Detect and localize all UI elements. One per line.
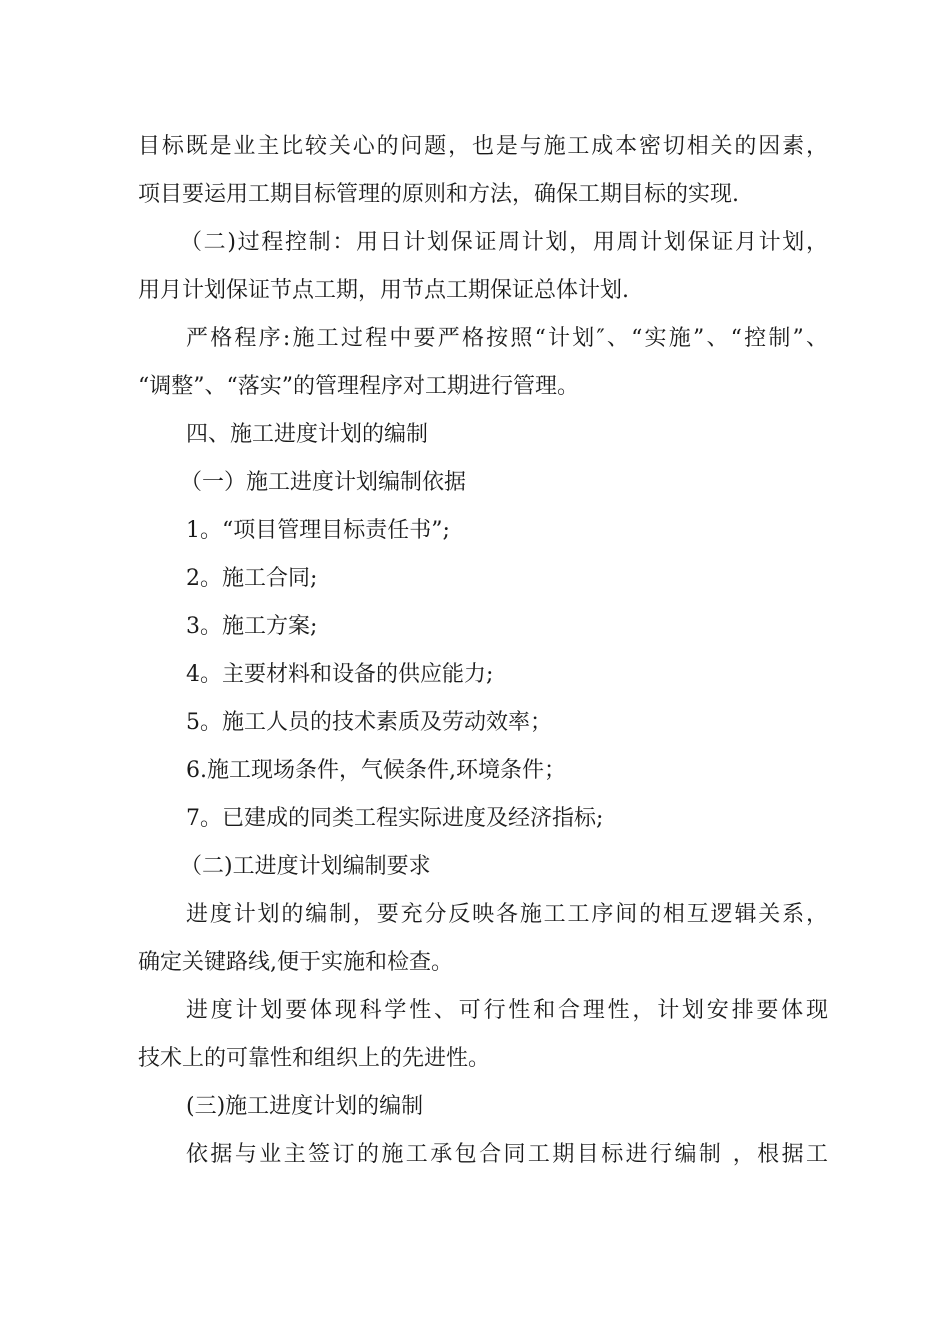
subsection-heading: (三)施工进度计划的编制 bbox=[186, 1094, 424, 1119]
text-line: 项目要运用工期目标管理的原则和方法，确保工期目标的实现. bbox=[138, 182, 739, 207]
text-line: 用月计划保证节点工期，用节点工期保证总体计划. bbox=[138, 278, 629, 303]
text-line: （二)过程控制：用日计划保证周计划，用周计划保证月计划， bbox=[180, 230, 828, 255]
subsection-heading: （二)工进度计划编制要求 bbox=[180, 854, 431, 879]
list-item: 4。主要材料和设备的供应能力; bbox=[186, 662, 494, 687]
text-line: “调整”、“落实”的管理程序对工期进行管理。 bbox=[138, 374, 579, 399]
text-line: 进度计划的编制，要充分反映各施工工序间的相互逻辑关系， bbox=[186, 902, 828, 927]
text-line: 严格程序:施工过程中要严格按照“计划″、“实施”、“控制”、 bbox=[186, 326, 828, 351]
list-item: 6.施工现场条件，气候条件,环境条件； bbox=[186, 758, 566, 783]
text-line: 确定关键路线,便于实施和检查。 bbox=[138, 950, 453, 975]
text-line: 目标既是业主比较关心的问题，也是与施工成本密切相关的因素， bbox=[138, 134, 828, 159]
list-item: 3。施工方案; bbox=[186, 614, 318, 639]
list-item: 5。施工人员的技术素质及劳动效率； bbox=[186, 710, 552, 735]
list-item: 7。已建成的同类工程实际进度及经济指标; bbox=[186, 806, 604, 831]
list-item: 1。“项目管理目标责任书”; bbox=[186, 518, 450, 543]
text-line: 依据与业主签订的施工承包合同工期目标进行编制 ，根据工 bbox=[186, 1142, 828, 1167]
text-line: 技术上的可靠性和组织上的先进性。 bbox=[138, 1046, 491, 1071]
list-item: 2。施工合同; bbox=[186, 566, 318, 591]
subsection-heading: （一）施工进度计划编制依据 bbox=[180, 470, 467, 495]
section-heading: 四、施工进度计划的编制 bbox=[186, 422, 429, 447]
text-line: 进度计划要体现科学性、可行性和合理性，计划安排要体现 bbox=[186, 998, 828, 1023]
